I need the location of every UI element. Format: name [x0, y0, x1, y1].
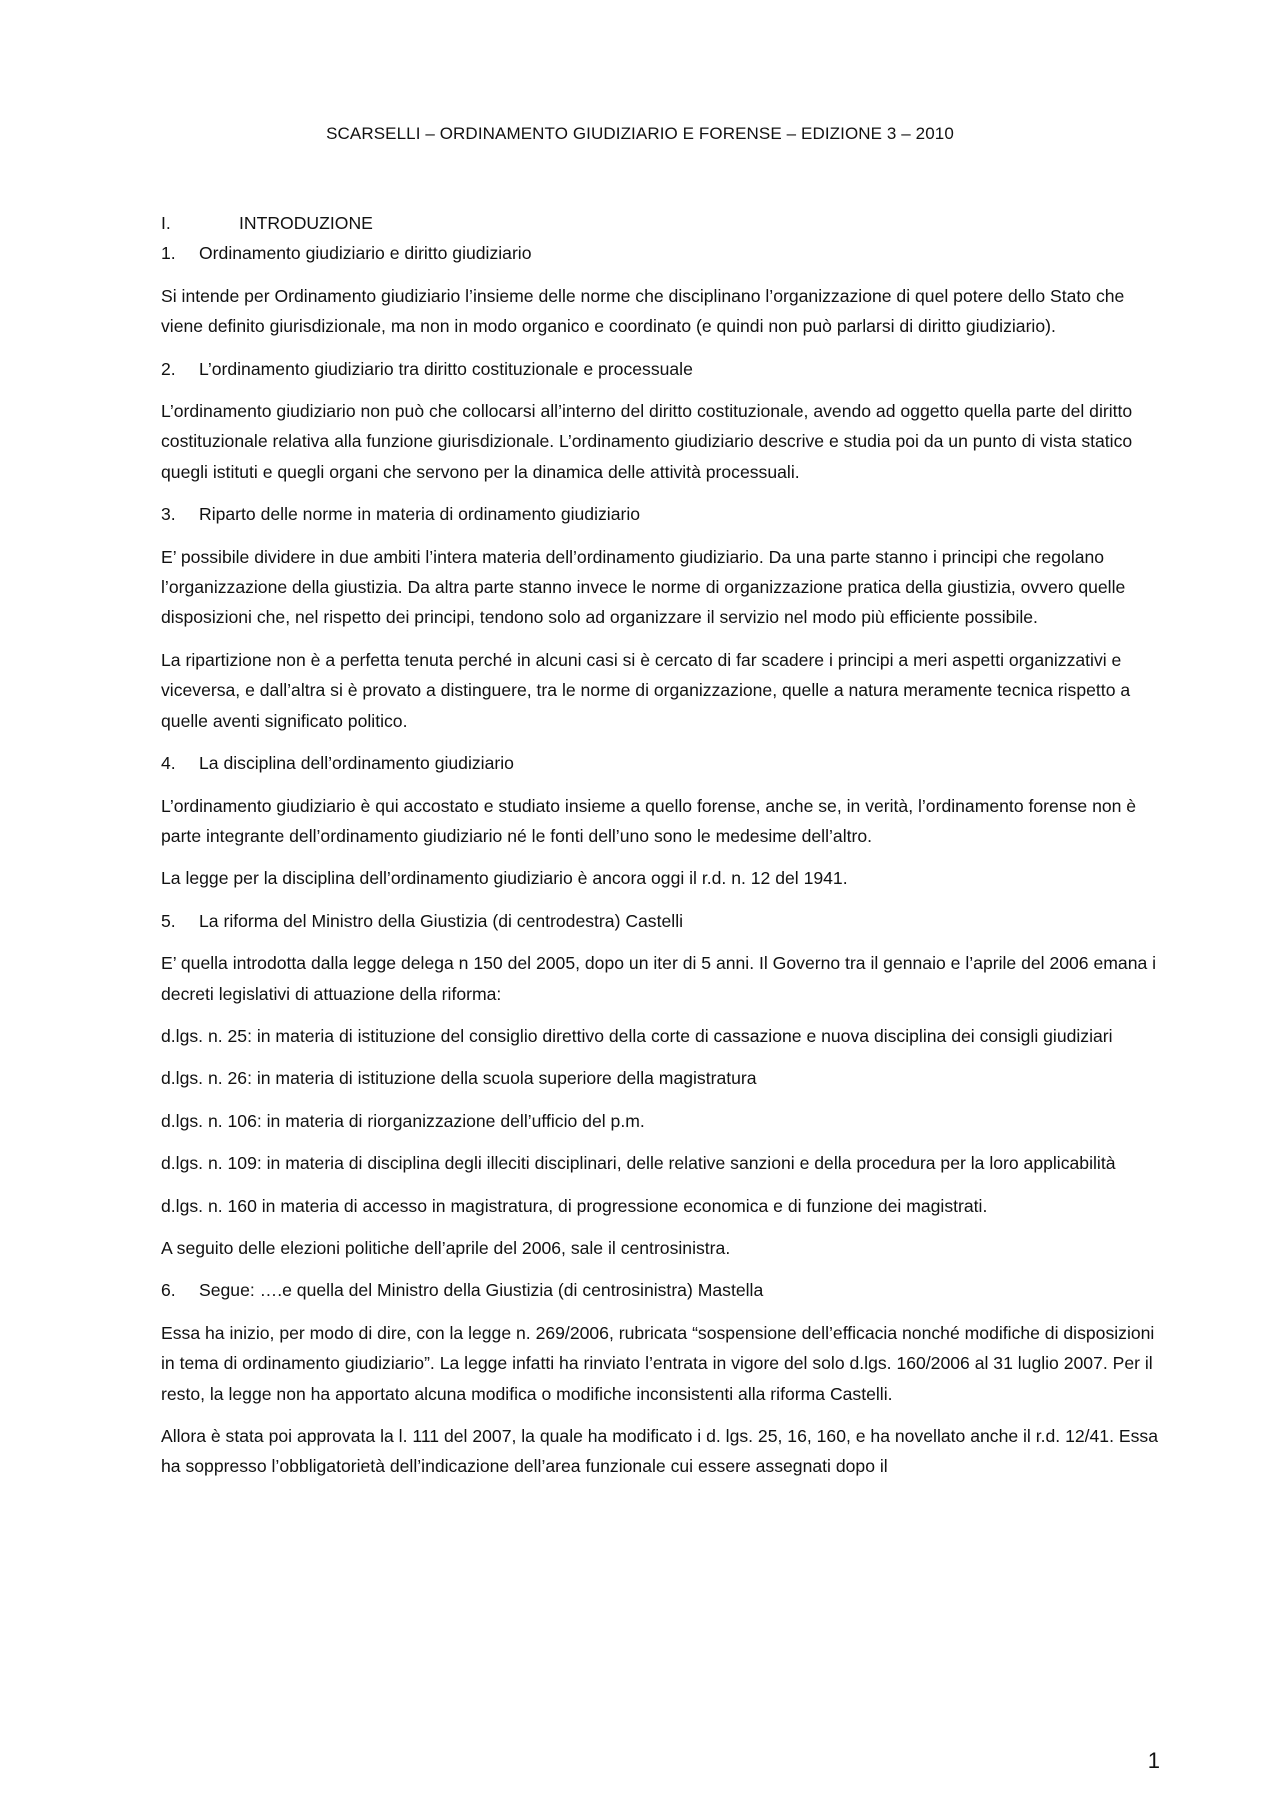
paragraph: d.lgs. n. 26: in materia di istituzione della scuola superiore della magistratura [161, 1068, 757, 1089]
paragraph: Essa ha inizio, per modo di dire, con la legge n. 269/2006, rubricata “sospensione dell’efficacia nonché modifiche di disposizioni in tema di ordinamento giudiziario”. La legge infatti ha rinviato l’entrata in vigore del solo d.lgs. 160/2006 al 31 luglio 2007. Per il resto, la legge non ha apportato alcuna modifica o modifiche inconsistenti alla riforma Castelli. [161, 1322, 1155, 1404]
section-number: 5. [161, 910, 176, 931]
paragraph: d.lgs. n. 106: in materia di riorganizzazione dell’ufficio del p.m. [161, 1110, 645, 1131]
section-number: 6. [161, 1280, 176, 1301]
section-title: Riparto delle norme in materia di ordinamento giudiziario [199, 504, 641, 525]
section-number: 4. [161, 753, 176, 774]
section-number: 1. [161, 243, 176, 264]
paragraph: La legge per la disciplina dell’ordinamento giudiziario è ancora oggi il r.d. n. 12 del 1941. [161, 868, 848, 889]
paragraph: d.lgs. n. 160 in materia di accesso in magistratura, di progressione economica e di funzione dei magistrati. [161, 1195, 988, 1216]
paragraph: E’ quella introdotta dalla legge delega n 150 del 2005, dopo un iter di 5 anni. Il Governo tra il gennaio e l’aprile del 2006 emana i decreti legislativi di attuazione della riforma: [161, 953, 1157, 1004]
section-heading [161, 906, 1161, 936]
paragraph: La ripartizione non è a perfetta tenuta perché in alcuni casi si è cercato di far scadere i principi a meri aspetti organizzativi e viceversa, e dall’altra si è provato a distinguere, tra le norme di organizzazione, quelle a natura meramente tecnica rispetto a quelle aventi significato politico. [161, 649, 1131, 731]
paragraph: d.lgs. n. 25: in materia di istituzione del consiglio direttivo della corte di cassazione e nuova disciplina dei consigli giudiziari [161, 1025, 1113, 1046]
section-heading [161, 748, 1161, 778]
section-title: La riforma del Ministro della Giustizia (di centrodestra) Castelli [199, 910, 684, 931]
paragraph: L’ordinamento giudiziario non può che collocarsi all’interno del diritto costituzionale, avendo ad oggetto quella parte del diritto costituzionale relativa alla funzione giurisdizionale. L’ordinamento giudiziario descrive e studia poi da un punto di vista statico quegli istituti e quegli organi che servono per la dinamica delle attività processuali. [161, 401, 1133, 482]
section-title: Segue: ….e quella del Ministro della Giustizia (di centrosinistra) Mastella [199, 1280, 764, 1301]
section-heading [161, 238, 1161, 268]
document-title: SCARSELLI – ORDINAMENTO GIUDIZIARIO E FORENSE – EDIZIONE 3 – 2010 [326, 124, 954, 143]
section-title: Ordinamento giudiziario e diritto giudiziario [199, 243, 532, 264]
section-heading [161, 354, 1161, 384]
chapter-number: I. [161, 213, 171, 233]
paragraph: d.lgs. n. 109: in materia di disciplina degli illeciti disciplinari, delle relative sanzioni e della procedura per la loro applicabilità [161, 1153, 1116, 1174]
section-heading [161, 499, 1161, 529]
paragraph: L’ordinamento giudiziario è qui accostato e studiato insieme a quello forense, anche se, in verità, l’ordinamento forense non è parte integrante dell’ordinamento giudiziario né le fonti dell’uno sono le medesime dell’altro. [161, 795, 1137, 846]
section-number: 2. [161, 358, 176, 379]
paragraph: E’ possibile dividere in due ambiti l’intera materia dell’ordinamento giudiziario. Da una parte stanno i principi che regolano l’organizzazione della giustizia. Da altra parte stanno invece le norme di organizzazione pratica della giustizia, ovvero quelle disposizioni che, nel rispetto dei principi, tendono solo ad organizzare il servizio nel modo più efficiente possibile. [161, 546, 1126, 628]
chapter-label: INTRODUZIONE [239, 213, 373, 233]
paragraph: A seguito delle elezioni politiche dell’aprile del 2006, sale il centrosinistra. [161, 1237, 731, 1258]
paragraph: Si intende per Ordinamento giudiziario l’insieme delle norme che disciplinano l’organizzazione di quel potere dello Stato che viene definito giurisdizionale, ma non in modo organico e coordinato (e quindi non può parlarsi di diritto giudiziario). [161, 285, 1125, 337]
page-number: 1 [1147, 1748, 1160, 1773]
chapter-heading [161, 208, 1161, 238]
section-number: 3. [161, 504, 176, 525]
section-title: La disciplina dell’ordinamento giudiziario [199, 753, 514, 774]
section-title: L’ordinamento giudiziario tra diritto costituzionale e processuale [199, 358, 693, 379]
section-heading [161, 1275, 1161, 1305]
document-body [161, 208, 1161, 1494]
paragraph: Allora è stata poi approvata la l. 111 del 2007, la quale ha modificato i d. lgs. 25, 16, 160, e ha novellato anche il r.d. 12/41. Essa ha soppresso l’obbligatorietà dell’indicazione dell’area funzionale cui essere assegnati dopo il [161, 1426, 1158, 1477]
